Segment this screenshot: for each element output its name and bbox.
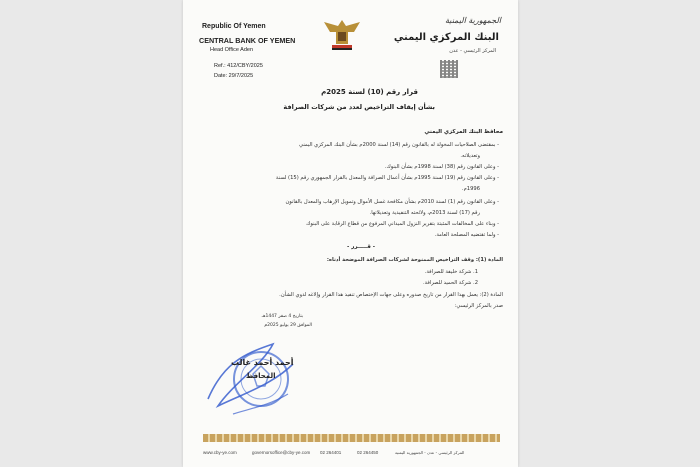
signatory-title: المحافظ (246, 372, 276, 380)
clause-line: - وعلى القانون رقم (1) لسنة 2010م بشأن مكافحة غسل الأموال وتمويل الإرهاب والمعدل بالقانون (285, 199, 499, 205)
clause-line: 1996م. (461, 186, 480, 192)
eagle-emblem-icon (320, 18, 364, 52)
footer-phone-2: 02 264450 (357, 450, 379, 455)
clause-line: - وبناء على المخالفات المثبتة بتقرير النزول الميداني المرفوع من قطاع الرقابة على البنوك (306, 221, 499, 227)
company-item: 1. شركة خليفة للصرافة. (424, 269, 478, 275)
qr-code-icon (440, 60, 458, 78)
reference-number: Ref.: 412/CBY/2025 (214, 63, 263, 69)
footer-address: المركز الرئيسي - عدن - الجمهورية اليمنية (395, 450, 465, 455)
clause-line: - وعلى القانون رقم (19) لسنة 1995م بشأن أعمال الصرافة والمعدل بالقرار الجمهوري رقم (15) لسنة (275, 175, 499, 181)
clause-line: - وعلى القانون رقم (38) لسنة 1998م بشأن البنوك. (384, 164, 499, 170)
footer-website: www.cby-ye.com (203, 450, 237, 455)
signatory-name: أحمد أحمد غالب (231, 358, 294, 367)
en-country: Republic Of Yemen (202, 23, 266, 30)
governor-heading: محافظ البنك المركزي اليمني (424, 129, 503, 135)
ar-country: الجمهورية اليمنية (444, 16, 501, 25)
company-item: 2. شركة الحميد للصرافة. (422, 280, 478, 286)
en-bank-name: CENTRAL BANK OF YEMEN (199, 36, 296, 45)
clause-line: - ولما تقتضيه المصلحة العامة. (434, 232, 499, 238)
letter-page (183, 0, 518, 467)
letter-date: Date: 29/7/2025 (214, 73, 254, 79)
footer-phone-1: 02 264401 (320, 450, 342, 455)
ar-bank-name: البنك المركزي اليمني (393, 32, 499, 43)
gregorian-date: الموافق 29 يوليو 2025م (264, 323, 312, 328)
article-1: المادة (1): وقف التراخيص الممنوحة لشركات الصرافة الموضحة أدناه: (326, 257, 503, 263)
article-2: المادة (2): يعمل بهذا القرار من تاريخ صدوره وعلى جهات الإختصاص تنفيذ هذا القرار وإلاغه لذوي الشأن. (279, 292, 503, 298)
clause-line: رقم (17) لسنة 2013م، ولائحته التنفيذية وتعديلاتها. (369, 210, 480, 216)
issued-at: صدر بالمركز الرئيسي: (454, 303, 503, 309)
footer-ornament (203, 434, 500, 442)
footer-email: governorsoffice@cby-ye.com (252, 450, 311, 455)
decision-title: قرار رقم (10) لسنة 2025م (321, 88, 418, 96)
hijri-date: بتاريخ 4 صفر 1447هـ (261, 314, 303, 319)
ar-office: المركز الرئيسي - عدن (449, 48, 496, 54)
en-office: Head Office Aden (210, 47, 254, 53)
decision-subject: بشأن إيقاف التراخيص لعدد من شركات الصرافة (283, 103, 435, 111)
clause-line: - بمقتضى الصلاحيات المخولة له بالقانون رقم (14) لسنة 2000م بشأن البنك المركزي اليمني (299, 142, 499, 148)
decides-heading: - قـــــرر - (347, 244, 375, 250)
clause-line: وتعديلاته. (460, 153, 480, 159)
